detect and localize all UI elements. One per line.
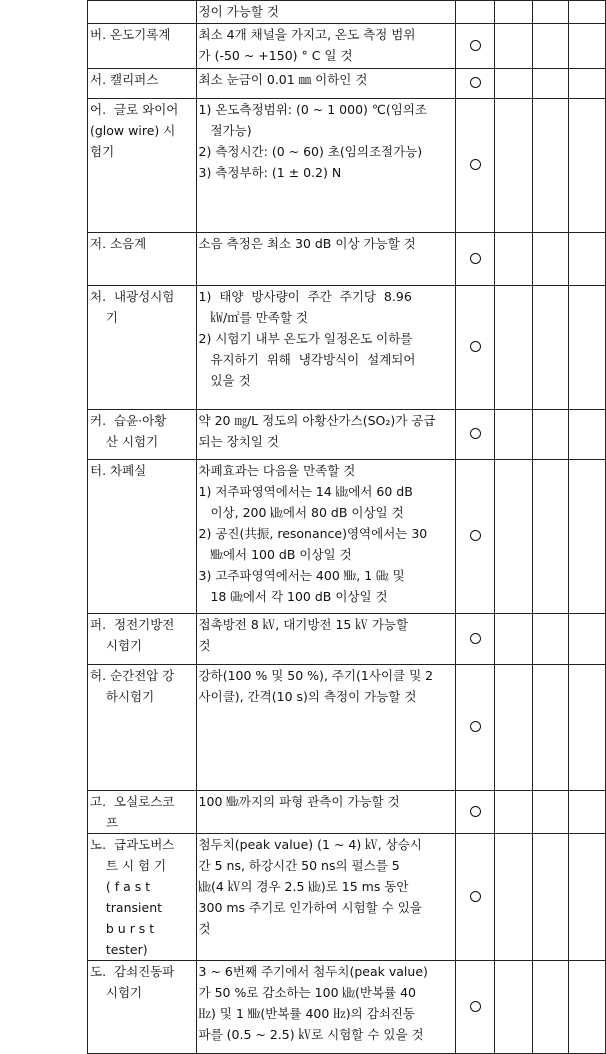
table-row [88,286,606,410]
equipment-name-line: 산 시험기 [90,434,159,449]
empty-cell [532,961,569,1054]
requirement-line: 있을 것 [198,373,251,388]
requirement-line: 간 5 ns, 하강시간 50 ns의 펄스를 5 [198,858,400,873]
empty-cell [532,665,569,791]
requirement-line: 최소 4개 채널을 가지고, 온도 측정 범위 [198,27,416,42]
equipment-name-line: 허. 순간전압 강 [90,668,175,683]
requirement-line: 가 (-50 ~ +150) ° C 일 것 [198,48,353,63]
empty-cell [495,1,532,24]
equipment-name-line: b u r s t [90,921,155,936]
table-row [88,614,606,665]
equipment-name-line: 저. 소음계 [90,236,147,251]
empty-cell [569,791,606,834]
equipment-name-cell [88,233,197,286]
check-cell [456,69,495,99]
requirement-line: 1) 태양 방사량이 주간 주기당 8.96 [198,289,412,304]
empty-cell [495,286,532,410]
empty-cell [569,24,606,69]
equipment-name-line: 기 [90,310,118,325]
requirement-line: 이상, 200 ㎑에서 80 dB 이상일 것 [198,505,404,520]
empty-cell [532,410,569,460]
equipment-name-line: 커. 습윤·아황 [90,413,167,428]
equipment-name-line: 퍼. 정전기방전 [90,617,175,632]
requirement-line: ㎒에서 100 dB 이상일 것 [198,547,352,562]
requirement-line: 절가능) [198,123,252,138]
table-row [88,24,606,69]
table-row [88,99,606,233]
circle-mark-icon [470,428,481,439]
circle-mark-icon [470,530,481,541]
requirement-line: 유지하기 위해 냉각방식이 설계되어 [198,352,416,367]
empty-cell [569,233,606,286]
requirement-line: 차폐효과는 다음을 만족할 것 [198,463,356,478]
requirement-line: 가 50 %로 감소하는 100 ㎑(반복률 40 [198,985,416,1000]
equipment-name-cell [88,1,197,24]
empty-cell [495,460,532,614]
equipment-name-line: (glow wire) 시 [90,123,176,138]
equipment-name-cell [88,286,197,410]
requirement-cell [196,286,456,410]
circle-mark-icon [470,633,481,644]
requirement-line: 1) 저주파영역에서는 14 ㎑에서 60 dB [198,484,413,499]
requirement-line: 되는 장치일 것 [198,434,279,449]
check-cell [456,286,495,410]
empty-cell [569,1,606,24]
requirement-line: 2) 측정시간: (0 ~ 60) 초(임의조절가능) [198,144,423,159]
empty-cell [495,834,532,961]
equipment-name-line: 고. 오실로스코 [90,794,175,809]
requirement-line: 소음 측정은 최소 30 dB 이상 가능할 것 [198,236,416,251]
requirement-line: 첨두치(peak value) (1 ~ 4) ㎸, 상승시 [198,837,422,852]
requirement-line: 사이클), 간격(10 s)의 측정이 가능할 것 [198,689,417,704]
table-row [88,665,606,791]
requirement-line: 접촉방전 8 ㎸, 대기방전 15 ㎸ 가능할 [198,617,409,632]
empty-cell [495,99,532,233]
check-cell [456,233,495,286]
equipment-name-line: 하시험기 [90,689,155,704]
requirement-cell [196,665,456,791]
requirement-line: 2) 시험기 내부 온도가 일정온도 이하를 [198,331,413,346]
equipment-name-cell [88,99,197,233]
circle-mark-icon [470,253,481,264]
circle-mark-icon [470,891,481,902]
requirement-cell [196,99,456,233]
circle-mark-icon [470,341,481,352]
requirement-line: 3) 고주파영역에서는 400 ㎒, 1 ㎓ 및 [198,568,405,583]
empty-cell [495,410,532,460]
equipment-name-line: 노. 급과도버스 [90,837,175,852]
equipment-name-line: 프 [90,815,118,830]
requirement-line: 2) 공진(共振, resonance)영역에서는 30 [198,526,428,541]
requirement-line: 100 ㎒까지의 파형 관측이 가능할 것 [198,794,400,809]
table-row [88,69,606,99]
equipment-name-cell [88,961,197,1054]
circle-mark-icon [470,159,481,170]
requirement-cell [196,834,456,961]
empty-cell [569,460,606,614]
empty-cell [532,614,569,665]
empty-cell [569,834,606,961]
equipment-name-cell [88,665,197,791]
requirement-line: 3) 측정부하: (1 ± 0.2) N [198,165,342,180]
requirement-line: 18 ㎓에서 각 100 dB 이상일 것 [198,589,388,604]
equipment-name-line: 서. 캘리퍼스 [90,72,159,87]
table-body [88,1,606,1054]
requirement-cell [196,791,456,834]
equipment-name-line: transient [90,900,163,915]
empty-cell [532,286,569,410]
requirement-cell [196,69,456,99]
requirement-line: ㎐) 및 1 ㎒(반복률 400 ㎐)의 감쇠진동 [198,1006,416,1021]
empty-cell [495,665,532,791]
requirement-cell [196,961,456,1054]
equipment-name-line: 험기 [90,144,115,159]
requirement-line: 3 ~ 6번째 주기에서 첨두치(peak value) [198,964,428,979]
empty-cell [569,69,606,99]
equipment-name-line: 도. 감쇠진동파 [90,964,175,979]
check-cell [456,410,495,460]
equipment-requirements-table [87,0,606,1054]
equipment-name-line: 트 시 험 기 [90,858,167,873]
circle-mark-icon [470,1001,481,1012]
table-row [88,961,606,1054]
empty-cell [532,99,569,233]
requirement-cell [196,1,456,24]
table-row [88,410,606,460]
circle-mark-icon [470,721,481,732]
empty-cell [495,233,532,286]
equipment-name-line: 처. 내광성시험 [90,289,175,304]
requirement-cell [196,24,456,69]
check-cell [456,99,495,233]
empty-cell [495,961,532,1054]
requirement-cell [196,614,456,665]
requirement-line: 것 [198,921,211,936]
circle-mark-icon [470,77,481,88]
requirement-line: 300 ms 주기로 인가하여 시험할 수 있을 [198,900,422,915]
equipment-name-line: 어. 글로 와이어 [90,102,179,117]
requirement-line: 정이 가능할 것 [198,4,279,19]
empty-cell [532,24,569,69]
equipment-name-cell [88,614,197,665]
check-cell [456,614,495,665]
check-cell [456,961,495,1054]
requirement-line: 최소 눈금이 0.01 ㎜ 이하인 것 [198,72,368,87]
table-row [88,1,606,24]
empty-cell [495,24,532,69]
equipment-name-line: tester) [90,942,148,957]
check-cell [456,460,495,614]
empty-cell [569,614,606,665]
check-cell [456,834,495,961]
empty-cell [569,961,606,1054]
check-cell [456,24,495,69]
requirement-line: 약 20 ㎎/L 정도의 아황산가스(SO₂)가 공급 [198,413,436,428]
empty-cell [495,614,532,665]
empty-cell [532,460,569,614]
empty-cell [532,69,569,99]
equipment-name-line: 버. 온도기록계 [90,27,171,42]
empty-cell [532,233,569,286]
equipment-name-cell [88,460,197,614]
empty-cell [569,410,606,460]
equipment-name-cell [88,791,197,834]
requirement-line: 1) 온도측정범위: (0 ~ 1 000) ℃(임의조 [198,102,428,117]
empty-cell [532,791,569,834]
equipment-name-line: 시험기 [90,638,143,653]
empty-cell [495,791,532,834]
equipment-name-cell [88,834,197,961]
circle-mark-icon [470,40,481,51]
empty-cell [569,286,606,410]
table-row [88,233,606,286]
empty-cell [532,834,569,961]
requirement-cell [196,460,456,614]
requirement-line: ㎑(4 ㎸의 경우 2.5 ㎑)로 15 ms 동안 [198,879,409,894]
requirement-line: ㎾/㎡를 만족할 것 [198,310,309,325]
empty-cell [495,69,532,99]
equipment-name-cell [88,24,197,69]
empty-cell [569,665,606,791]
check-cell [456,1,495,24]
circle-mark-icon [470,806,481,817]
requirement-cell [196,233,456,286]
empty-cell [532,1,569,24]
table-row [88,834,606,961]
table-row [88,791,606,834]
requirement-line: 것 [198,638,211,653]
equipment-name-line: 터. 차폐실 [90,463,147,478]
equipment-name-cell [88,410,197,460]
equipment-name-cell [88,69,197,99]
table-row [88,460,606,614]
check-cell [456,665,495,791]
equipment-name-line: 시험기 [90,985,143,1000]
check-cell [456,791,495,834]
empty-cell [569,99,606,233]
requirement-line: 파를 (0.5 ~ 2.5) ㎸로 시험할 수 있을 것 [198,1027,424,1042]
requirement-line: 강하(100 % 및 50 %), 주기(1사이클 및 2 [198,668,434,683]
requirement-cell [196,410,456,460]
equipment-name-line: ( f a s t [90,879,151,894]
